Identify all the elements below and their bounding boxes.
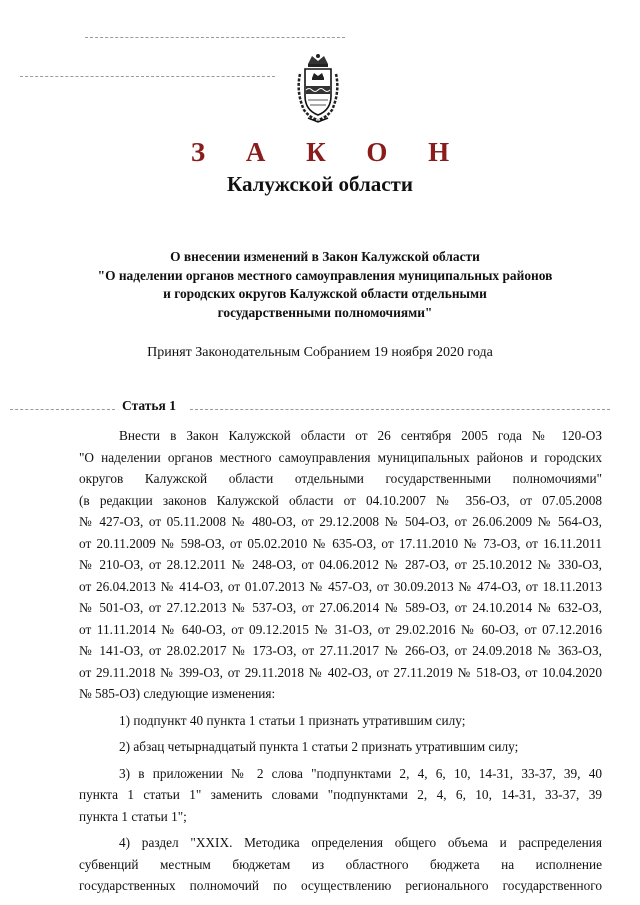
list-item: 3) в приложении № 2 слова "подпунктами 2, 4, 6, 10, 14-31, 33-37, 39, 40 (119, 765, 602, 781)
body-line: от 20.11.2009 № 598-ОЗ, от 05.02.2010 № 635-ОЗ, от 17.11.2010 № 73-ОЗ, от 16.11.2011 (79, 535, 602, 551)
heading-line: государственными полномочиями" (217, 305, 433, 321)
body-line: округов Калужской области отдельными государственными полномочиями" (79, 471, 602, 486)
body-line: от 11.11.2014 № 640-ОЗ, от 09.12.2015 № 31-ОЗ, от 29.02.2016 № 60-ОЗ, от 07.12.2016 (79, 621, 602, 637)
list-item-line: пункта 1 статьи 1" заменить словами "подпунктами 2, 4, 6, 10, 14-31, 33-37, 39 (79, 787, 602, 802)
body-line: № 427-ОЗ, от 05.11.2008 № 480-ОЗ, от 29.12.2008 № 504-ОЗ, от 26.06.2009 № 564-ОЗ, (79, 514, 602, 529)
body-line: Внести в Закон Калужской области от 26 сентября 2005 года № 120-ОЗ (119, 428, 602, 443)
body-line: "О наделении органов местного самоуправления муниципальных районов и городских (79, 449, 602, 465)
scan-artifact-line (85, 37, 345, 38)
list-item-line: государственных полномочий по осуществлению регионального государственного (79, 878, 602, 893)
list-item-line: субвенций местным бюджетам из областного бюджета на исполнение (79, 856, 602, 872)
body-line: (в редакции законов Калужской области от 04.10.2007 № 356-ОЗ, от 07.05.2008 (79, 492, 602, 508)
adoption-statement: Принят Законодательным Собранием 19 ноября 2020 года (147, 345, 493, 360)
list-item: 4) раздел "XXIX. Методика определения общего объема и распределения (119, 835, 602, 850)
law-heading (40, 248, 610, 323)
heading-line: "О наделении органов местного самоуправления муниципальных районов (97, 267, 553, 283)
list-item: 1) подпункт 40 пункта 1 статьи 1 признать утратившим силу; (119, 712, 466, 728)
heading-line: и городских округов Калужской области отдельными (163, 286, 487, 302)
law-subtitle: Калужской области (227, 172, 413, 196)
body-line: № 210-ОЗ, от 28.12.2011 № 248-ОЗ, от 04.06.2012 № 287-ОЗ, от 25.10.2012 № 330-ОЗ, (79, 557, 602, 572)
scan-artifact-line (190, 409, 610, 410)
list-item: 2) абзац четырнадцатый пункта 1 статьи 2 признать утратившим силу; (119, 739, 519, 754)
body-line: от 29.11.2018 № 399-ОЗ, от 29.11.2018 № 402-ОЗ, от 27.11.2019 № 518-ОЗ, от 10.04.2020 (79, 664, 602, 680)
scan-artifact-line (10, 409, 115, 410)
body-line: от 26.04.2013 № 414-ОЗ, от 01.07.2013 № 457-ОЗ, от 30.09.2013 № 474-ОЗ, от 18.11.2013 (79, 578, 602, 594)
coat-of-arms-icon (294, 52, 342, 124)
body-line: № 141-ОЗ, от 28.02.2017 № 173-ОЗ, от 27.11.2017 № 266-ОЗ, от 24.09.2018 № 363-ОЗ, (79, 643, 602, 658)
article-body (79, 425, 602, 897)
body-line: № 585-ОЗ) следующие изменения: (79, 686, 276, 701)
law-title: З А К О Н (190, 137, 467, 167)
article-label: Статья 1 (122, 398, 176, 413)
body-line: № 501-ОЗ, от 27.12.2013 № 537-ОЗ, от 27.06.2014 № 589-ОЗ, от 24.10.2014 № 632-ОЗ, (79, 600, 602, 615)
heading-line: О внесении изменений в Закон Калужской области (170, 249, 480, 264)
list-item-line: пункта 1 статьи 1"; (79, 808, 187, 824)
scan-artifact-line (20, 76, 275, 77)
